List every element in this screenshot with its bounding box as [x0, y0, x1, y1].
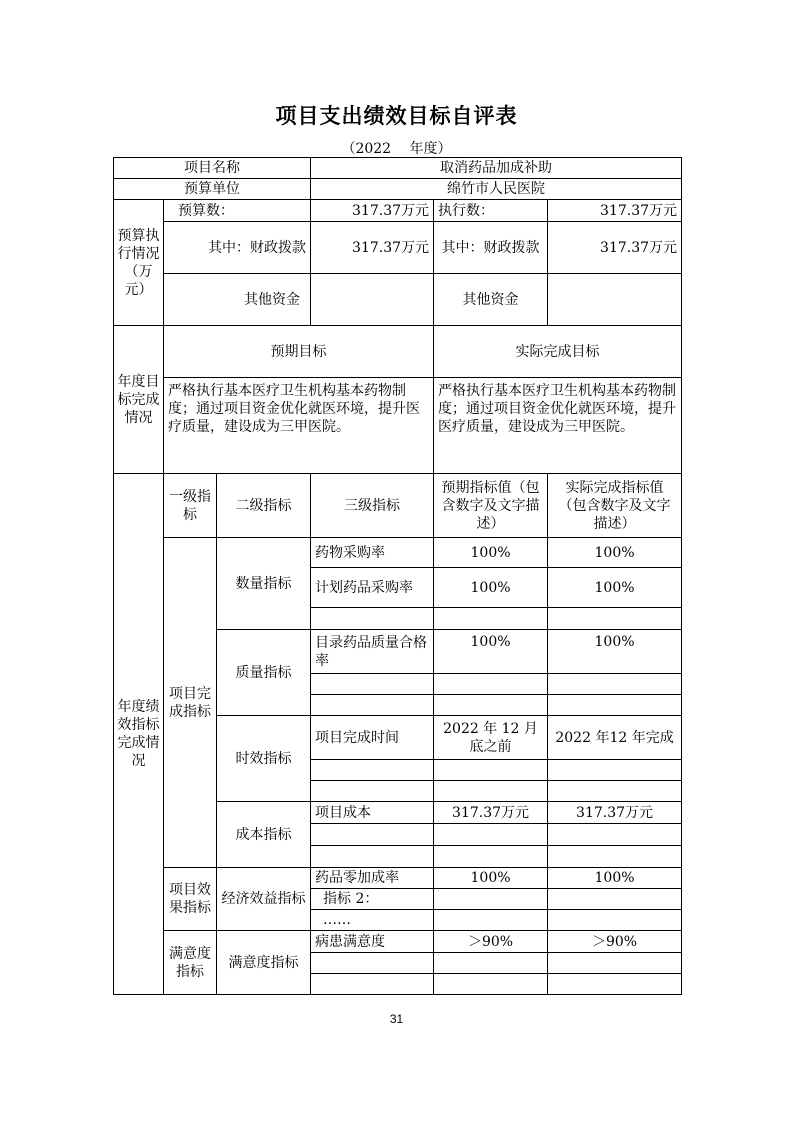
header-actual: 实际完成指标值（包含数字及文字描述） [548, 474, 682, 538]
economic-row-1-actual: 100% [548, 868, 682, 889]
satisfaction-row-2-name [311, 953, 434, 974]
quality-row-2-actual [548, 674, 682, 695]
other-funds-exec [548, 274, 682, 326]
quantity-row-2-expected: 100% [434, 568, 548, 608]
economic-row-3-actual [548, 910, 682, 931]
cost-row-1-expected: 317.37万元 [434, 802, 548, 824]
header-level2: 二级指标 [217, 474, 311, 538]
other-funds-exec-label: 其他资金 [434, 274, 548, 326]
economic-row-3-name: …… [311, 910, 434, 931]
budget-label: 预算数： [164, 200, 311, 222]
quantity-row-3-actual [548, 608, 682, 630]
economic-row-1-expected: 100% [434, 868, 548, 889]
fiscal-budget-value: 317.37万元 [311, 222, 434, 274]
economic-row-2-name: 指标 2： [311, 889, 434, 910]
quantity-row-1-expected: 100% [434, 538, 548, 568]
project-name-value: 取消药品加成补助 [311, 158, 682, 179]
quantity-row-1-actual: 100% [548, 538, 682, 568]
cost-row-3-name [311, 846, 434, 868]
cost-row-2-expected [434, 824, 548, 846]
header-level3: 三级指标 [311, 474, 434, 538]
timeliness-row-1-expected: 2022 年 12 月底之前 [434, 716, 548, 760]
exec-label: 执行数： [434, 200, 548, 222]
satisfaction-row-1-name: 病患满意度 [311, 931, 434, 953]
economic-row-3-expected [434, 910, 548, 931]
timeliness-row-1-name: 项目完成时间 [311, 716, 434, 760]
satisfaction-row-3-expected [434, 974, 548, 995]
satisfaction-row-1-expected: ＞90% [434, 931, 548, 953]
timeliness-row-3-expected [434, 781, 548, 802]
fiscal-label: 其中：财政拨款 [164, 222, 311, 274]
cost-row-2-actual [548, 824, 682, 846]
fund-section-label: 预算执行情况（万元） [114, 200, 164, 326]
perf-section-label: 年度绩效指标完成情况 [114, 474, 164, 995]
timeliness-label: 时效指标 [217, 716, 311, 802]
group-satisfaction-label: 满意度指标 [164, 931, 217, 995]
quantity-row-3-name [311, 608, 434, 630]
fiscal-exec-label: 其中：财政拨款 [434, 222, 548, 274]
quantity-row-2-name: 计划药品采购率 [311, 568, 434, 608]
satisfaction-row-2-expected [434, 953, 548, 974]
self-evaluation-table [113, 157, 682, 995]
cost-row-1-name: 项目成本 [311, 802, 434, 824]
budget-unit-label: 预算单位 [114, 179, 311, 200]
project-name-label: 项目名称 [114, 158, 311, 179]
economic-row-1-name: 药品零加成率 [311, 868, 434, 889]
economic-row-2-expected [434, 889, 548, 910]
quality-row-3-expected [434, 695, 548, 716]
other-funds-budget [311, 274, 434, 326]
other-funds-label: 其他资金 [164, 274, 311, 326]
year-label: （2022 年度） [341, 141, 452, 157]
economic-row-2-actual [548, 889, 682, 910]
timeliness-row-2-actual [548, 760, 682, 781]
expected-goal-text: 严格执行基本医疗卫生机构基本药物制度；通过项目资金优化就医环境，提升医疗质量，建设成为三甲医院。 [164, 378, 434, 474]
quality-label: 质量指标 [217, 630, 311, 716]
cost-row-3-actual [548, 846, 682, 868]
quantity-row-2-actual: 100% [548, 568, 682, 608]
cost-row-2-name [311, 824, 434, 846]
actual-goal-text: 严格执行基本医疗卫生机构基本药物制度；通过项目资金优化就医环境，提升医疗质量，建设成为三甲医院。 [434, 378, 682, 474]
cost-label: 成本指标 [217, 802, 311, 868]
timeliness-row-1-actual: 2022 年12 年完成 [548, 716, 682, 760]
timeliness-row-2-name [311, 760, 434, 781]
page-title: 项目支出绩效目标自评表 [275, 103, 518, 128]
timeliness-row-3-actual [548, 781, 682, 802]
header-expected: 预期指标值（包含数字及文字描述） [434, 474, 548, 538]
quantity-label: 数量指标 [217, 538, 311, 630]
satisfaction-row-3-name [311, 974, 434, 995]
satisfaction-row-2-actual [548, 953, 682, 974]
exec-value: 317.37万元 [548, 200, 682, 222]
fiscal-exec-value: 317.37万元 [548, 222, 682, 274]
satisfaction-row-1-actual: ＞90% [548, 931, 682, 953]
header-level1: 一级指标 [164, 474, 217, 538]
budget-unit-value: 绵竹市人民医院 [311, 179, 682, 200]
quality-row-1-name: 目录药品质量合格率 [311, 630, 434, 674]
group-completion-label: 项目完成指标 [164, 538, 217, 868]
quantity-row-1-name: 药物采购率 [311, 538, 434, 568]
economic-label: 经济效益指标 [217, 868, 311, 931]
goal-section-label: 年度目标完成情况 [114, 326, 164, 474]
quantity-row-3-expected [434, 608, 548, 630]
actual-goal-label: 实际完成目标 [434, 326, 682, 378]
timeliness-row-3-name [311, 781, 434, 802]
quality-row-2-name [311, 674, 434, 695]
quality-row-1-expected: 100% [434, 630, 548, 674]
quality-row-3-actual [548, 695, 682, 716]
quality-row-1-actual: 100% [548, 630, 682, 674]
cost-row-1-actual: 317.37万元 [548, 802, 682, 824]
satisfaction-row-3-actual [548, 974, 682, 995]
expected-goal-label: 预期目标 [164, 326, 434, 378]
page-number: 31 [389, 1012, 404, 1026]
satisfaction-label: 满意度指标 [217, 931, 311, 995]
quality-row-2-expected [434, 674, 548, 695]
budget-value: 317.37万元 [311, 200, 434, 222]
timeliness-row-2-expected [434, 760, 548, 781]
group-effect-label: 项目效果指标 [164, 868, 217, 931]
cost-row-3-expected [434, 846, 548, 868]
quality-row-3-name [311, 695, 434, 716]
